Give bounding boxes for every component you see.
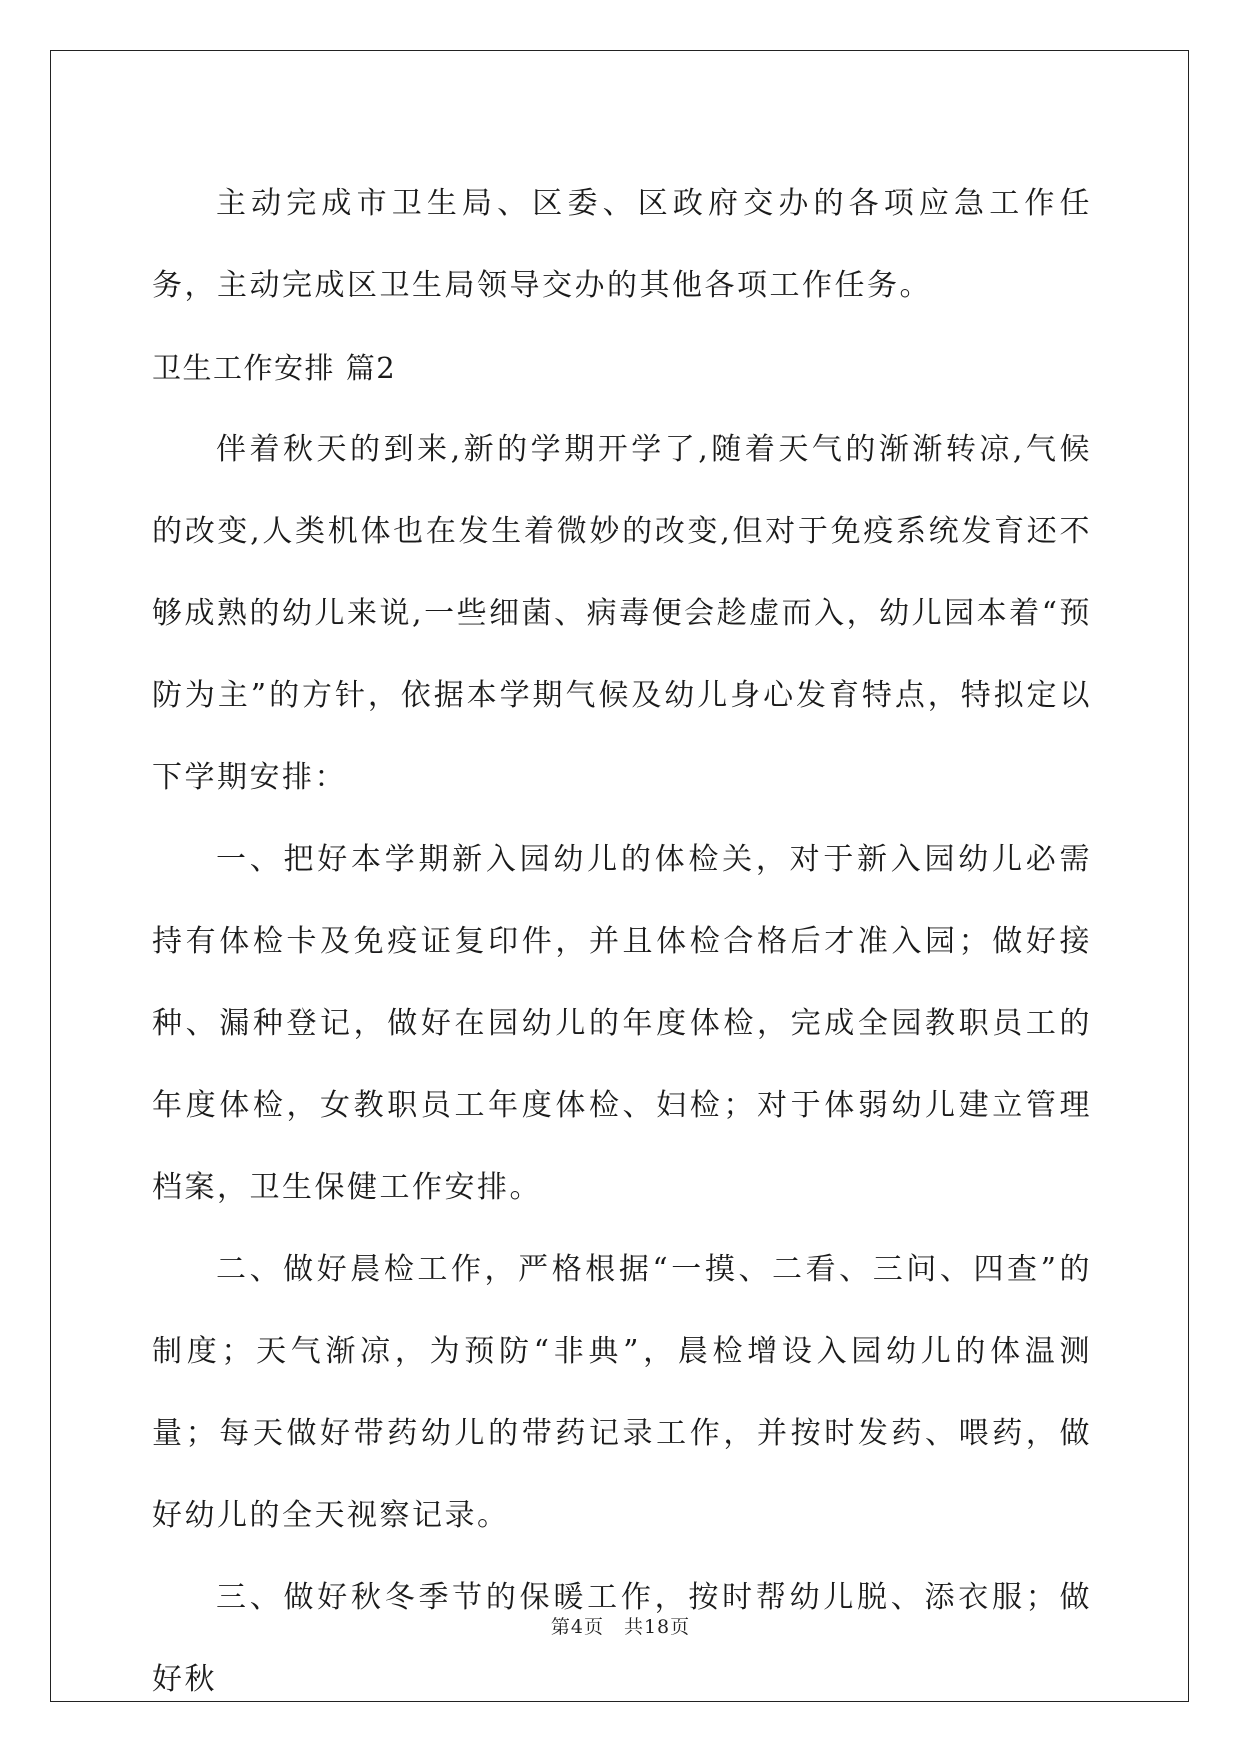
page-number-footer: 第4页 共18页 (550, 1616, 691, 1638)
section-heading: 卫生工作安排 篇2 (152, 351, 397, 385)
paragraph-item-3: 三、做好秋冬季节的保暖工作，按时帮幼儿脱、添衣服；做好秋 (152, 1580, 1092, 1697)
paragraph-item-2: 二、做好晨检工作，严格根据“一摸、二看、三问、四查”的制度；天气渐凉，为预防“非典”，晨检增设入园幼儿的体温测量；每天做好带药幼儿的带药记录工作，并按时发药、喂药，做好幼儿的全天视察记录。 (152, 1252, 1092, 1533)
paragraph-item-1: 一、把好本学期新入园幼儿的体检关，对于新入园幼儿必需持有体检卡及免疫证复印件，并且体检合格后才准入园；做好接种、漏种登记，做好在园幼儿的年度体检，完成全园教职员工的年度体检，女教职员工年度体检、妇检；对于体弱幼儿建立管理档案，卫生保健工作安排。 (152, 842, 1092, 1205)
paragraph-emergency-tasks: 主动完成市卫生局、区委、区政府交办的各项应急工作任务，主动完成区卫生局领导交办的其他各项工作任务。 (152, 186, 1092, 303)
paragraph-intro: 伴着秋天的到来,新的学期开学了,随着天气的渐渐转凉,气候的改变,人类机体也在发生着微妙的改变,但对于免疫系统发育还不够成熟的幼儿来说,一些细菌、病毒便会趁虚而入，幼儿园本着“预防为主”的方针，依据本学期气候及幼儿身心发育特点，特拟定以下学期安排： (152, 432, 1092, 795)
document-body (152, 163, 1092, 1721)
